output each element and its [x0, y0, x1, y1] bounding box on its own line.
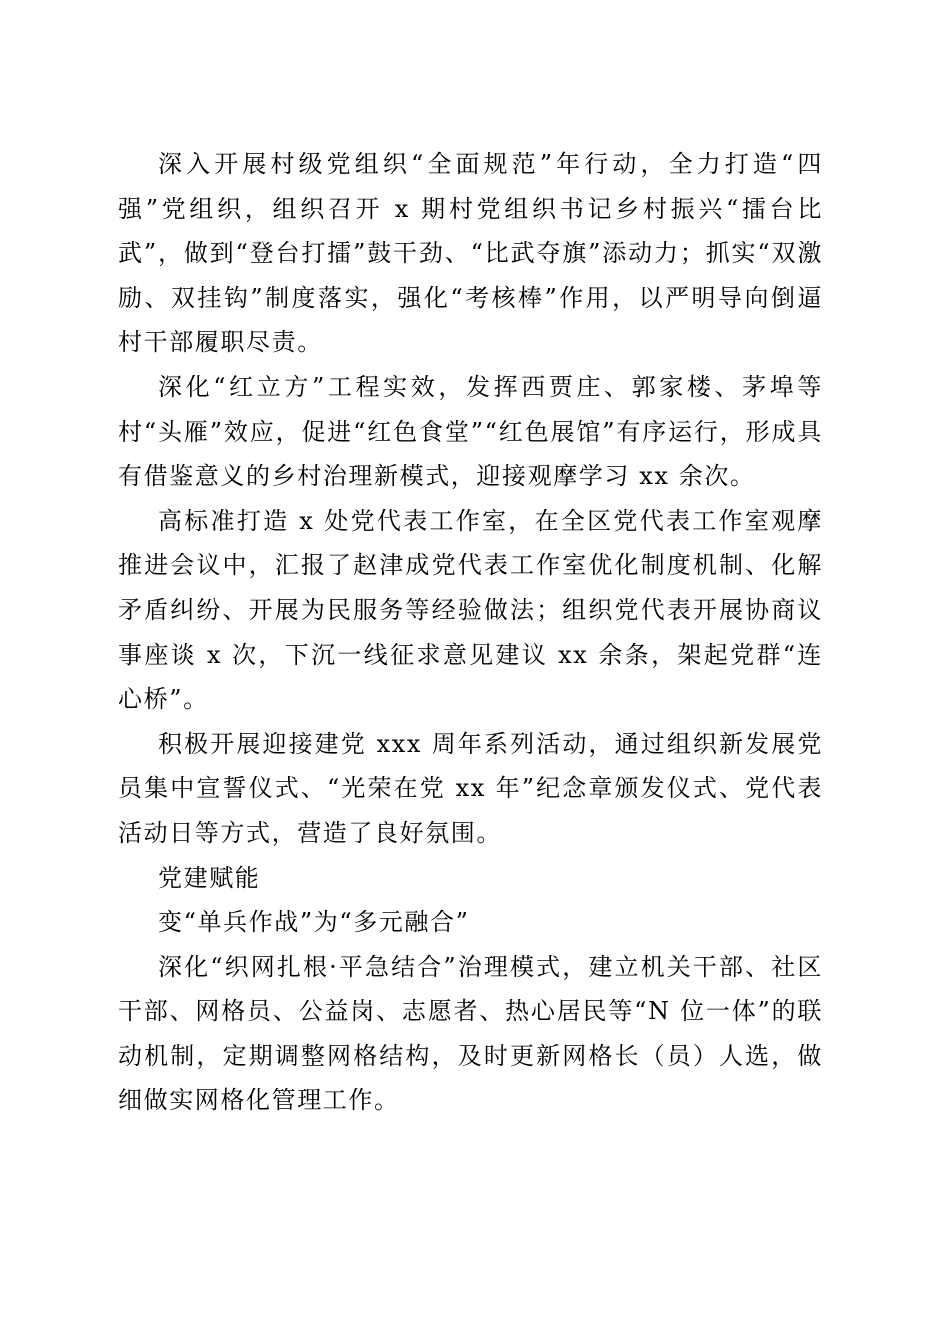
document-body	[118, 142, 823, 1123]
paragraph-village-party-standardization: 深入开展村级党组织“全面规范”年行动，全力打造“四强”党组织，组织召开 x 期村党组织书记乡村振兴“擂台比武”，做到“登台打擂”鼓干劲、“比武夺旗”添动力；抓实“双激励、双挂钩”制度落实，强化“考核棒”作用，以严明导向倒逼村干部履职尽责。	[118, 150, 823, 357]
paragraph-red-cube-project: 深化“红立方”工程实效，发挥西贾庄、郭家楼、茅埠等村“头雁”效应，促进“红色食堂”“红色展馆”有序运行，形成具有借鉴意义的乡村治理新模式，迎接观摩学习 xx 余次。	[118, 372, 823, 491]
section-subheading-integration: 变“单兵作战”为“多元融合”	[158, 908, 470, 937]
paragraph-party-representative-studio: 高标准打造 x 处党代表工作室，在全区党代表工作室观摩推进会议中，汇报了赵津成党代表工作室优化制度机制、化解矛盾纠纷、开展为民服务等经验做法；组织党代表开展协商议事座谈 x 次，下沉一线征求意见建议 xx 余条，架起党群“连心桥”。	[118, 506, 823, 714]
paragraph-party-anniversary-activities: 积极开展迎接建党 xxx 周年系列活动，通过组织新发展党员集中宣誓仪式、“光荣在党 xx 年”纪念章颁发仪式、党代表活动日等方式，营造了良好氛围。	[118, 729, 823, 847]
paragraph-grid-governance: 深化“织网扎根·平急结合”治理模式，建立机关干部、社区干部、网格员、公益岗、志愿者、热心居民等“N 位一体”的联动机制，定期调整网格结构，及时更新网格长（员）人选，做细做实网格化管理工作。	[118, 952, 823, 1115]
section-heading-party-empowerment: 党建赋能	[158, 863, 261, 892]
